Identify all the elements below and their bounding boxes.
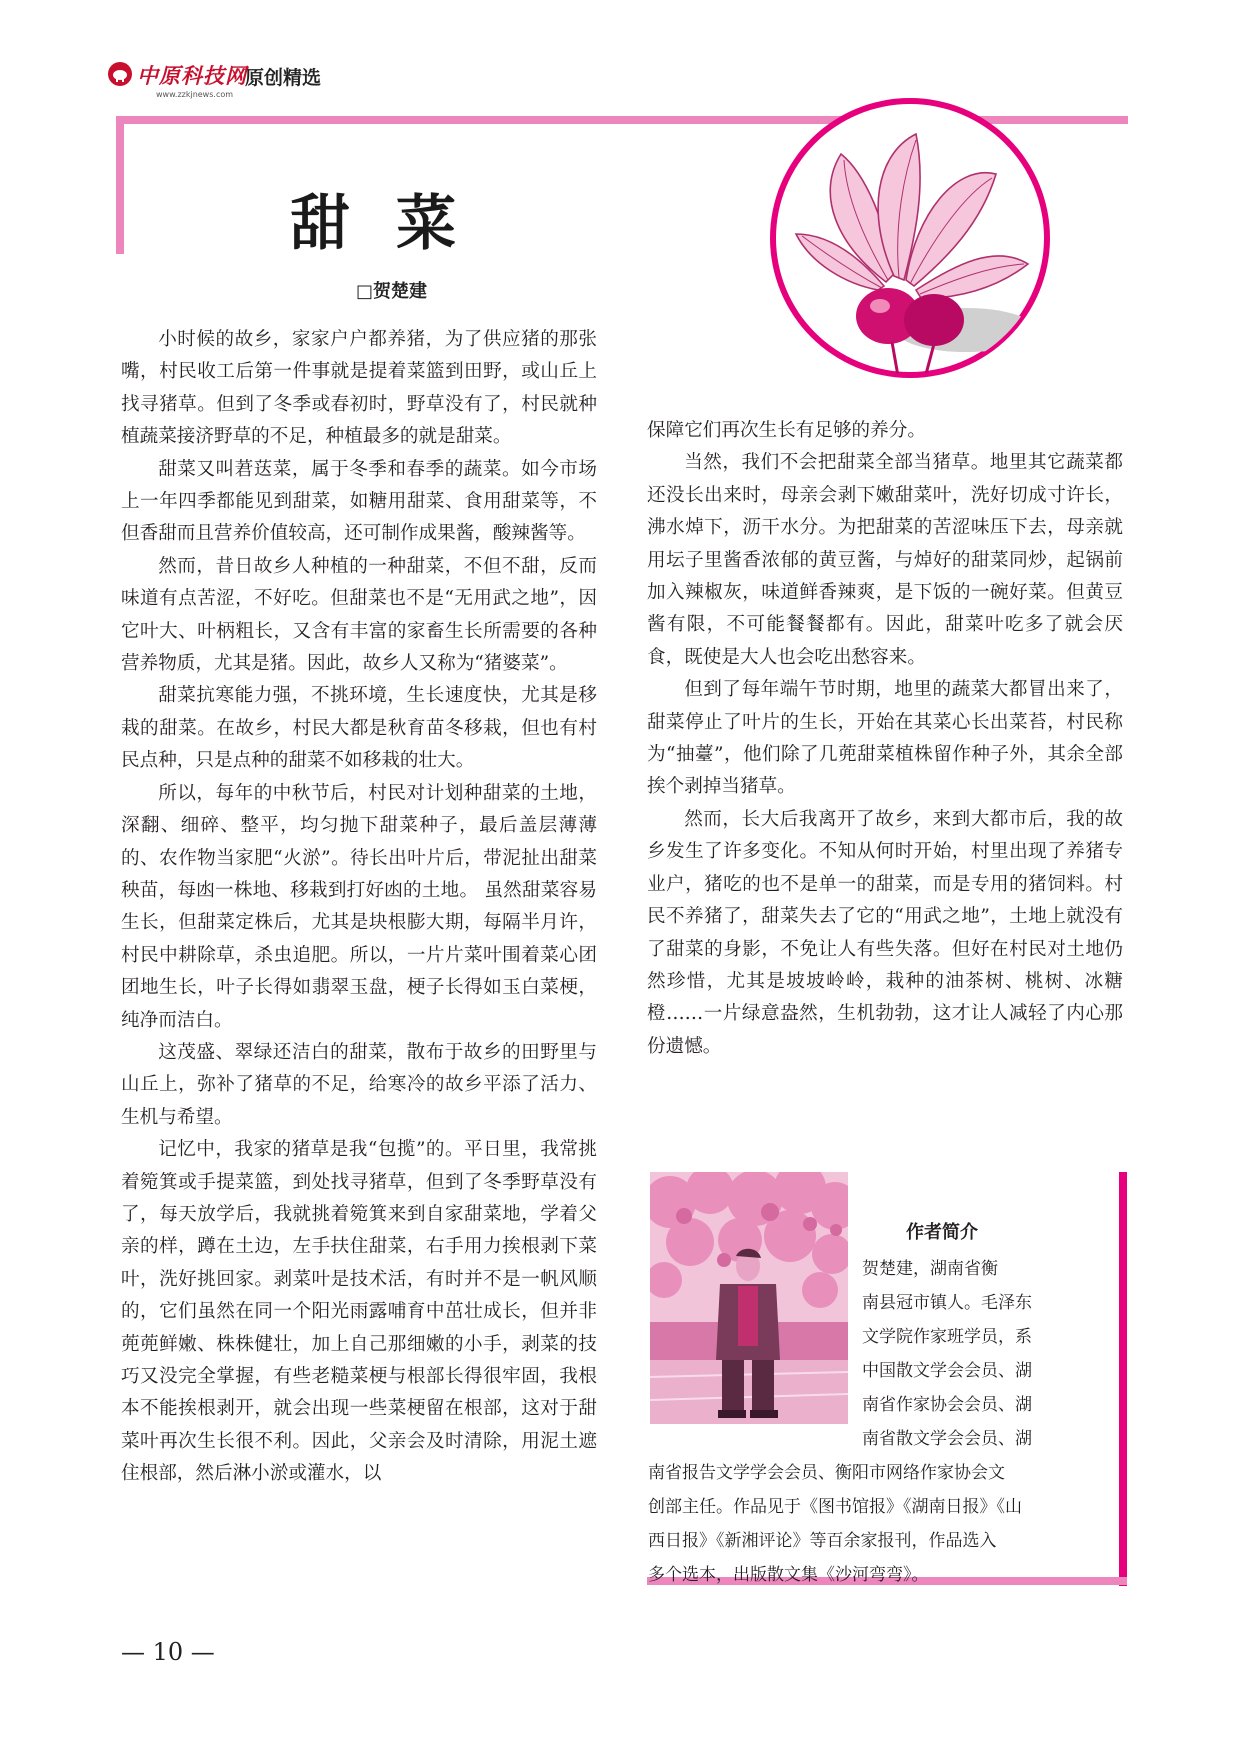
logo-text: 中原科技网 bbox=[137, 63, 247, 88]
beet-illustration bbox=[766, 94, 1054, 382]
profile-side-bar bbox=[1119, 1172, 1127, 1586]
bio-line: 创部主任。作品见于《图书馆报》《湖南日报》《山 bbox=[648, 1497, 1022, 1517]
paragraph: 然而，长大后我离开了故乡，来到大都市后，我的故乡发生了许多变化。不知从何时开始，村里出现了养猪专业户，猪吃的也不是单一的甜菜，而是专用的猪饲料。村民不养猪了，甜菜失去了它的“用武之地”，土地上就没有了甜菜的身影，不免让人有些失落。但好在村民对土地仍然珍惜，尤其是坡坡岭岭，栽种的油茶树、桃树、冰糖橙……一片绿意盎然，生机勃勃，这才让人减轻了内心那份遗憾。 bbox=[647, 808, 1123, 1057]
paragraph-continuation: 保障它们再次生长有足够的养分。 bbox=[647, 420, 926, 441]
article-title: 甜菜 bbox=[290, 189, 502, 259]
bio-line: 多个选本，出版散文集《沙河弯弯》。 bbox=[648, 1565, 929, 1585]
bio-line: 南县冠市镇人。毛泽东 bbox=[862, 1293, 1032, 1313]
article-body-right bbox=[647, 415, 1123, 1063]
bio-line: 西日报》《新湘评论》等百余家报刊，作品选入 bbox=[648, 1531, 997, 1551]
bio-line: 中国散文学会会员、湖 bbox=[862, 1361, 1032, 1381]
paragraph: 当然，我们不会把甜菜全部当猪草。地里其它蔬菜都还没长出来时，母亲会剥下嫩甜菜叶，洗好切成寸许长，沸水焯下，沥干水分。为把甜菜的苦涩味压下去，母亲就用坛子里酱香浓郁的黄豆酱，与焯好的甜菜同炒，起锅前加入辣椒灰，味道鲜香辣爽，是下饭的一碗好菜。但黄豆酱有限，不可能餐餐都有。因此，甜菜叶吃多了就会厌食，既使是大人也会吃出愁容来。 bbox=[647, 452, 1123, 668]
bio-line: 文学院作家班学员，系 bbox=[862, 1327, 1032, 1347]
paragraph: 甜菜抗寒能力强，不挑环境，生长速度快，尤其是移栽的甜菜。在故乡，村民大都是秋育苗冬移栽，但也有村民点种，只是点种的甜菜不如移栽的壮大。 bbox=[121, 685, 597, 772]
bio-line: 南省散文学会会员、湖 bbox=[862, 1429, 1032, 1449]
bio-line: 贺楚建，湖南省衡 bbox=[862, 1259, 998, 1279]
article-body-left bbox=[121, 324, 597, 1491]
paragraph: 然而，昔日故乡人种植的一种甜菜，不但不甜，反而味道有点苦涩，不好吃。但甜菜也不是“无用武之地”，因它叶大、叶柄粗长，又含有丰富的家畜生长所需要的各种营养物质，尤其是猪。因此，故乡人又称为“猪婆菜”。 bbox=[121, 555, 597, 675]
paragraph: 所以，每年的中秋节后，村民对计划种甜菜的土地，深翻、细碎、整平，均匀抛下甜菜种子，最后盖层薄薄的、农作物当家肥“火淤”。待长出叶片后，带泥扯出甜菜秧苗，每凼一株地、移栽到打好凼的土地。 虽然甜菜容易生长，但甜菜定株后，尤其是块根膨大期，每隔半月许，村民中耕除草，杀虫追肥。所以，一片片菜叶围着菜心团团地生长，叶子长得如翡翠玉盘，梗子长得如玉白菜梗，纯净而洁白。 bbox=[121, 782, 597, 1031]
profile-heading: 作者简介 bbox=[906, 1222, 978, 1243]
section-label: 原创精选 bbox=[245, 67, 322, 89]
logo-icon bbox=[108, 62, 132, 86]
paragraph: 小时候的故乡，家家户户都养猪，为了供应猪的那张嘴，村民收工后第一件事就是提着菜篮到田野，或山丘上找寻猪草。但到了冬季或春初时，野草没有了，村民就种植蔬菜接济野草的不足，种植最多的就是甜菜。 bbox=[121, 329, 597, 448]
paragraph: 但到了每年端午节时期，地里的蔬菜大都冒出来了，甜菜停止了叶片的生长，开始在其菜心长出菜苔，村民称为“抽薹”，他们除了几蔸甜菜植株留作种子外，其余全部挨个剥掉当猪草。 bbox=[647, 679, 1123, 798]
paragraph: 这茂盛、翠绿还洁白的甜菜，散布于故乡的田野里与山丘上，弥补了猪草的不足，给寒冷的故乡平添了活力、生机与希望。 bbox=[121, 1041, 597, 1128]
author-bio bbox=[648, 1252, 1098, 1592]
bio-line: 南省报告文学学会会员、衡阳市网络作家协会文 bbox=[648, 1463, 1005, 1483]
author-byline: □贺楚建 bbox=[356, 281, 428, 302]
logo-url: www.zzkjnews.com bbox=[156, 90, 234, 99]
page-number: — 10 — bbox=[121, 1638, 215, 1666]
bio-line: 南省作家协会会员、湖 bbox=[862, 1395, 1032, 1415]
title-side-bar bbox=[116, 116, 124, 254]
paragraph: 甜菜又叫莙荙菜，属于冬季和春季的蔬菜。如今市场上一年四季都能见到甜菜，如糖用甜菜、食用甜菜等，不但香甜而且营养价值较高，还可制作成果酱，酸辣酱等。 bbox=[121, 458, 597, 545]
paragraph: 记忆中，我家的猪草是我“包揽”的。平日里，我常挑着箢箕或手提菜篮，到处找寻猪草，但到了冬季野草没有了，每天放学后，我就挑着箢箕来到自家甜菜地，学着父亲的样，蹲在土边，左手扶住甜菜，右手用力挨根剥下菜叶，洗好挑回家。剥菜叶是技术活，有时并不是一帆风顺的，它们虽然在同一个阳光雨露哺育中茁壮成长，但并非蔸蔸鲜嫩、株株健壮，加上自己那细嫩的小手，剥菜的技巧又没完全掌握，有些老糙菜梗与根部长得很牢固，我根本不能挨根剥开，就会出现一些菜梗留在根部，这对于甜菜叶再次生长很不利。因此，父亲会及时清除，用泥土遮住根部，然后淋小淤或灌水，以 bbox=[121, 1139, 597, 1485]
